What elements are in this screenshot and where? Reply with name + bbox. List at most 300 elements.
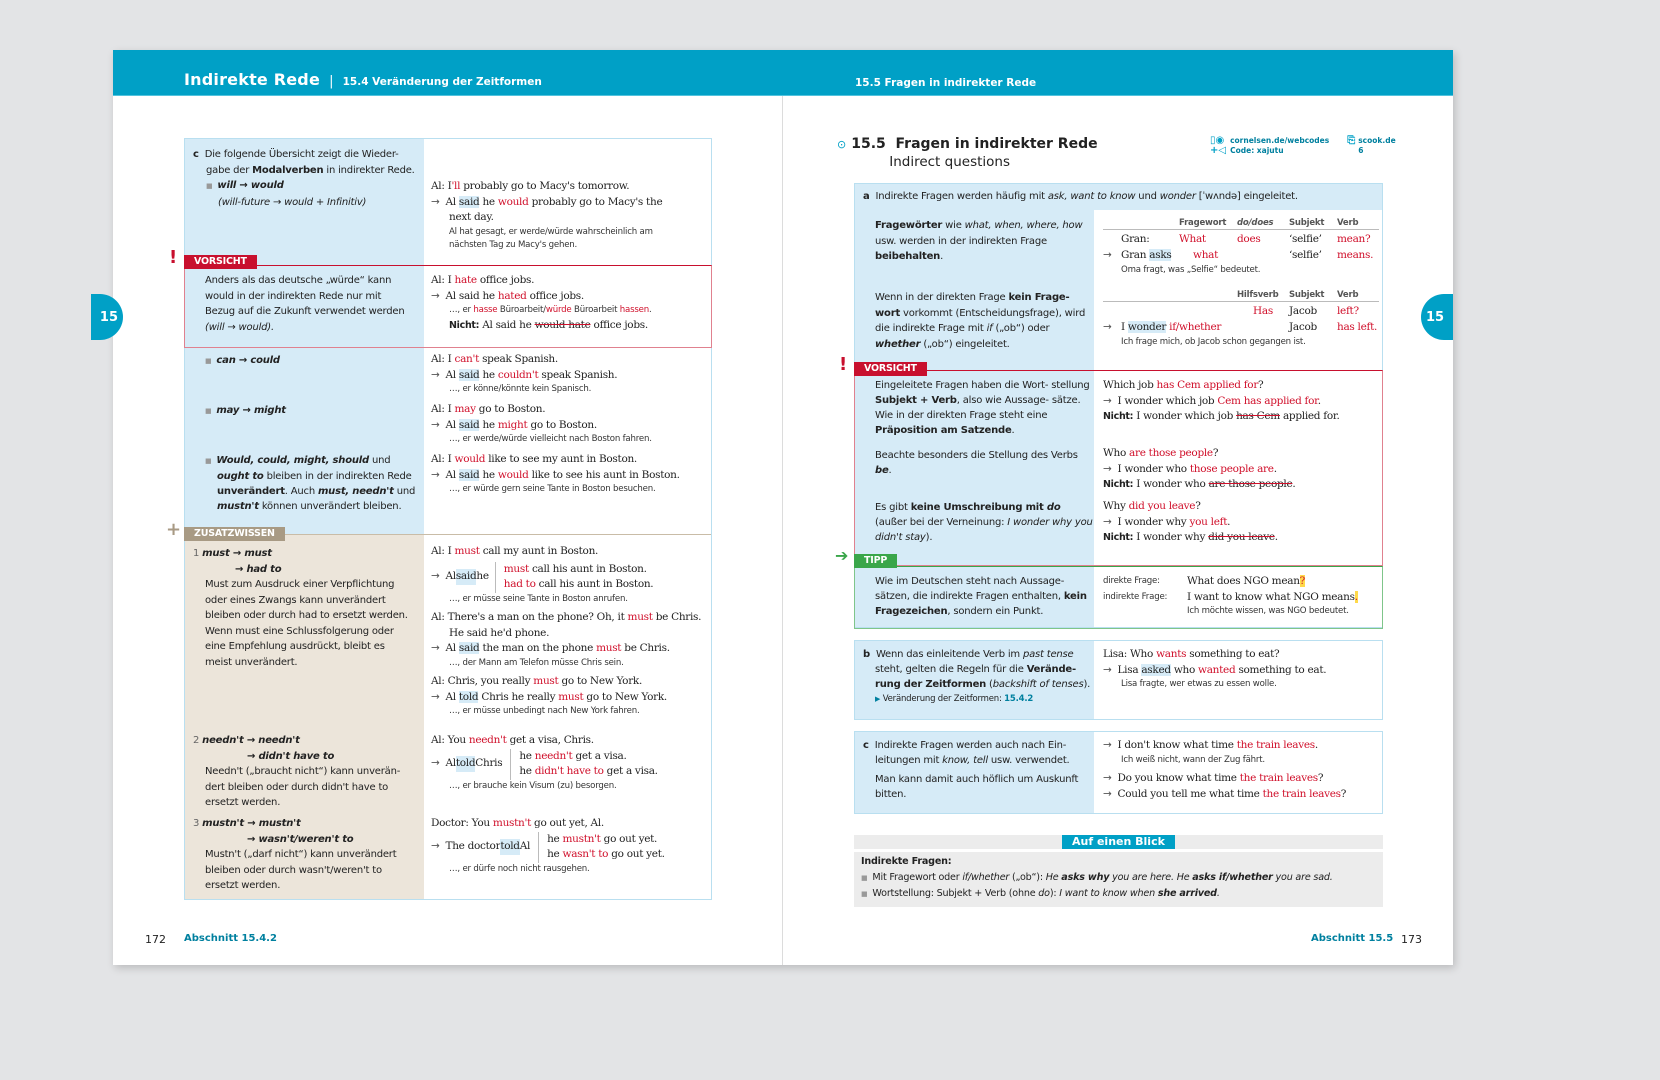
would-example — [431, 452, 711, 497]
text-bold: beibehalten — [875, 251, 941, 262]
link-ref[interactable]: 15.4.2 — [1004, 694, 1034, 704]
bullet-icon: ■ — [861, 873, 868, 882]
ex-highlight: asked — [1141, 663, 1171, 676]
ex-text: go out yet, Al. — [531, 817, 604, 829]
text-italic: do — [1038, 888, 1050, 899]
scook-url[interactable]: scook.de — [1358, 136, 1396, 145]
arrow-icon: → — [431, 468, 440, 481]
ex-highlight: said — [458, 368, 480, 381]
rule-text: → didn't have to — [247, 750, 335, 762]
ex-red: must — [503, 562, 529, 575]
ex-text: ? — [1212, 447, 1219, 459]
footer-ref-right[interactable]: Abschnitt 15.5 — [1311, 933, 1394, 944]
ex-text: Al said he — [479, 318, 535, 331]
ex-text: be Chris. — [652, 611, 702, 623]
summary-box — [854, 835, 1383, 907]
ex-text: Al: I — [431, 453, 455, 465]
ex-red: would — [454, 453, 486, 465]
cell: ‘selfie’ — [1289, 233, 1322, 245]
ex-text: office jobs. — [526, 289, 584, 302]
ex-text: . — [1317, 394, 1321, 407]
intro-line: Die folgende Übersicht zeigt die Wieder- — [204, 149, 399, 160]
nicht-label: Nicht: — [1103, 532, 1134, 543]
page-number-left: 172 — [145, 933, 166, 946]
text-line: Anders als das deutsche „würde“ kann — [205, 275, 392, 286]
exclamation-icon: ! — [169, 247, 178, 268]
ex-red: mustn't — [562, 832, 601, 845]
ex-text: Who — [1103, 447, 1130, 459]
text-line: Needn't („braucht nicht“) kann unverän- — [205, 766, 401, 777]
intro-text: [ˈwʌndə] eingeleitet. — [1195, 191, 1298, 202]
ex-text: ? — [1258, 379, 1264, 391]
tipp-text — [875, 574, 1093, 619]
translation: …, er brauche kein Visum (zu) besorgen. — [449, 780, 617, 791]
text: , sondern ein Punkt. — [947, 606, 1044, 617]
text: Eingeleitete Fragen haben die Wort- — [875, 380, 1049, 391]
ex-text: office jobs. — [476, 274, 535, 286]
rule-text: can → could — [216, 355, 280, 366]
scook-icon: ⎘ — [1347, 135, 1356, 146]
ex-text: he — [479, 195, 498, 208]
text-bold: Fragewörter — [875, 220, 943, 231]
arrow-icon: → — [1103, 249, 1112, 261]
ex-highlight: said — [456, 569, 477, 585]
arrow-icon: → — [1103, 787, 1112, 800]
text: stellung — [1051, 380, 1090, 391]
ex-highlight: told — [456, 756, 475, 772]
rule-text: können unverändert bleiben. — [258, 501, 402, 512]
arrow-icon: → — [431, 757, 440, 770]
text-bold: be — [875, 465, 889, 476]
text-line: ersetzt werden. — [205, 797, 281, 808]
text-line: Must zum Ausdruck einer Verpflichtung — [205, 579, 395, 590]
ex-highlight: said — [458, 468, 480, 481]
cell: I — [1121, 321, 1128, 333]
ex-red: must — [627, 611, 653, 623]
ex-text: Chris — [475, 757, 503, 770]
ex-red: those people are — [1189, 462, 1274, 475]
ex-text: the man on the phone — [479, 642, 597, 654]
cell: has left. — [1337, 321, 1378, 333]
arrow-icon: → — [1103, 663, 1112, 676]
text-line: Wenn must eine Schlussfolgerung oder — [205, 625, 394, 637]
v2-text — [875, 448, 1093, 478]
col-header: Verb — [1337, 218, 1359, 228]
webcode-code: Code: xajutu — [1230, 146, 1284, 155]
ex-red: did you leave — [1128, 500, 1196, 512]
v2-example — [1103, 446, 1381, 493]
ex-red: has Cem applied for — [1156, 379, 1259, 391]
play-icon[interactable]: ⊙ — [837, 138, 847, 151]
ex-text: get a visa. — [572, 749, 627, 762]
text: (außer bei der Verneinung: — [875, 517, 1008, 528]
text-italic: if — [986, 323, 993, 334]
text-line: (will → would). — [205, 321, 274, 333]
section-c-box — [854, 731, 1383, 814]
ex-red: the train leaves — [1262, 787, 1341, 800]
ex-text: Al — [445, 195, 459, 208]
text: ): — [1049, 888, 1060, 899]
intro-bold: Modalverben — [252, 164, 324, 176]
table-row — [1103, 304, 1379, 320]
text: ( — [986, 679, 993, 690]
text-bold: Subjekt + Verb — [875, 395, 957, 406]
question-mark-highlight: ? — [1299, 575, 1306, 587]
ex-text: something to eat. — [1235, 663, 1327, 676]
text: leitungen mit — [875, 755, 943, 766]
may-example — [431, 402, 709, 447]
text: Es gibt — [875, 502, 911, 513]
text-italic: you are here. He — [1109, 871, 1193, 883]
ex-red: 'll — [451, 180, 461, 192]
text: Wie im Deutschen steht nach Aussage- — [875, 576, 1065, 587]
ex-red: the train leaves — [1236, 739, 1315, 751]
rule-bold: must, needn't — [317, 486, 394, 497]
triangle-icon: ▶ — [875, 695, 881, 703]
bullet-icon: ■ — [206, 182, 213, 190]
cross-reference[interactable] — [875, 693, 1093, 706]
ex-text: call his aunt in Boston. — [528, 562, 647, 575]
nicht-label: Nicht: — [1103, 479, 1134, 490]
intro-text: in indirekter Rede. — [323, 164, 415, 176]
period-highlight: . — [1354, 590, 1358, 603]
neednt-example — [431, 733, 711, 793]
translation: …, er werde/würde vielleicht nach Boston fahren. — [449, 434, 652, 444]
text-italic: I want to know when — [1059, 888, 1158, 899]
text-line: bleiben oder durch had to ersetzt werden. — [205, 610, 408, 621]
ex-text: The doctor — [445, 840, 501, 853]
text-bold: rung der Zeitformen — [875, 679, 987, 690]
translation: Büroarbeit — [571, 305, 620, 315]
summary-title: Auf einen Blick — [1062, 835, 1175, 849]
ex-text: I wonder which job — [1133, 410, 1237, 422]
text-italic: if/whether — [962, 871, 1010, 883]
ex-text: next day. — [449, 211, 494, 223]
translation: Ich frage mich, ob Jacob schon gegangen ist. — [1121, 337, 1306, 347]
text-italic: past tense — [1022, 649, 1074, 660]
a1-text — [875, 218, 1091, 265]
section-title — [837, 136, 1098, 170]
ex-text: he — [479, 418, 498, 431]
ex-red: hate — [454, 274, 477, 286]
ex-red: needn't — [468, 734, 507, 746]
ex-red: must — [454, 545, 480, 557]
header-title: Indirekte Rede — [184, 70, 321, 89]
ex-text: he — [519, 765, 535, 777]
ex-text: I don't know what time — [1117, 739, 1237, 751]
ex-text: who — [1170, 663, 1199, 676]
ex-text: call my aunt in Boston. — [479, 545, 599, 557]
webcode-block[interactable] — [1210, 136, 1396, 156]
ex-text: go out yet. — [608, 848, 665, 860]
ex-text: Al said he — [445, 289, 498, 302]
text: ). — [925, 532, 933, 543]
translation: nächsten Tag zu Macy's gehen. — [449, 240, 578, 250]
page-number-right: 173 — [1401, 933, 1422, 946]
exclamation-icon: ! — [839, 354, 848, 375]
page-title: Fragen in indirekter Rede — [895, 136, 1098, 152]
cell: Has — [1253, 305, 1273, 317]
chapter-tab-right[interactable]: 15 — [1421, 294, 1453, 340]
text: („ob“) oder — [992, 323, 1050, 334]
item-number: 2 — [193, 735, 200, 746]
ex-text: Al — [445, 757, 456, 770]
ex-text: Al: I — [431, 403, 455, 415]
text: Beachte besonders die Stellung des Verbs — [875, 450, 1078, 461]
cell: mean? — [1337, 233, 1371, 245]
translation: …, er müsse seine Tante in Boston anrufen. — [449, 593, 628, 604]
intro-text: gabe der — [206, 164, 253, 176]
text: Indirekte Fragen werden auch nach Ein- — [874, 740, 1067, 751]
arrow-icon: → — [1103, 739, 1112, 751]
a1-table — [1103, 216, 1379, 278]
v1-example — [1103, 378, 1381, 425]
text: wird die indirekte Frage mit — [875, 307, 1086, 334]
col-header: Hilfsverb — [1237, 290, 1279, 300]
ex-text: Al: I — [431, 545, 455, 557]
ex-text: go to Boston. — [527, 418, 597, 431]
cell: means. — [1337, 249, 1374, 261]
left-page-header — [113, 50, 783, 96]
ex-highlight: told — [458, 690, 479, 703]
col-header: Subjekt — [1289, 290, 1325, 300]
title-number: 15.5 — [851, 136, 886, 152]
text-line: oder eines Zwangs kann unverändert — [205, 594, 386, 606]
ex-highlight: said — [458, 195, 480, 208]
ex-text: applied for. — [1279, 410, 1340, 422]
text-line: eine Empfehlung ausdrückt, bleibt es — [205, 641, 385, 652]
rule-bold: unverändert — [217, 486, 285, 497]
intro-italic: wonder — [1159, 191, 1196, 202]
cell: what — [1193, 249, 1219, 261]
arrow-icon: → — [431, 289, 440, 302]
ex-red: the train leaves — [1239, 772, 1318, 784]
ex-text: go to Boston. — [475, 403, 546, 415]
text-bold: asks if/whether — [1192, 871, 1273, 883]
translation-red: hassen — [619, 305, 649, 315]
cell: left? — [1337, 305, 1359, 317]
text-bold: do — [1046, 502, 1061, 513]
text: usw. verwendet. — [987, 755, 1070, 766]
text-italic: how — [1062, 220, 1083, 231]
text-italic: . — [1216, 888, 1220, 899]
text: vorkommt (Entscheidungsfrage), — [900, 307, 1062, 319]
ex-red: would — [497, 195, 529, 208]
translation: Ich möchte wissen, was NGO bedeutet. — [1187, 606, 1349, 616]
header-section: 15.4 Veränderung der Zeitformen — [342, 76, 542, 88]
label: direkte Frage: — [1103, 576, 1160, 586]
ex-text: . — [1274, 531, 1278, 543]
rule-can — [205, 353, 280, 370]
translation: Al hat gesagt, er werde/würde wahrscheinlich am — [449, 226, 653, 237]
ex-text: Do you know what time — [1117, 772, 1240, 784]
text-italic: you didn't stay — [875, 517, 1093, 543]
c-example — [1103, 738, 1381, 802]
text-line: dert bleiben oder durch didn't have to — [205, 781, 389, 793]
footer-ref-left[interactable]: Abschnitt 15.4.2 — [184, 933, 277, 944]
ex-text: I wonder why — [1133, 531, 1209, 543]
arrow-icon: → — [1103, 462, 1112, 475]
arrow-right-icon: ➔ — [835, 546, 849, 565]
arrow-icon: → — [431, 840, 440, 853]
bullet-icon: ■ — [205, 457, 212, 465]
text: ). — [1083, 679, 1091, 690]
text-bold: kein Fragezeichen — [875, 591, 1087, 617]
translation: …, der Mann am Telefon müsse Chris sein. — [449, 657, 624, 668]
rule-text: needn't → needn't — [202, 735, 300, 746]
text: Man kann damit auch höflich um — [875, 774, 1034, 785]
translation: …, er könne/könnte kein Spanisch. — [449, 384, 592, 394]
will-example — [431, 179, 709, 253]
text: wie — [942, 220, 965, 231]
ex-text: he — [519, 749, 535, 762]
cell: Gran — [1121, 249, 1150, 261]
rule-text: → had to — [235, 563, 282, 575]
ex-text: Al — [445, 468, 459, 481]
webcode-url[interactable]: cornelsen.de/webcodes — [1230, 136, 1330, 145]
intro-text: und — [1135, 191, 1160, 202]
modal-verbs-box — [166, 138, 712, 900]
chapter-tab-left[interactable]: 15 — [91, 294, 123, 340]
ex-text: go out yet. — [600, 832, 658, 845]
ex-strike: has Cem — [1236, 410, 1280, 422]
ex-text: go to New York. — [558, 675, 643, 687]
ex-highlight: said — [458, 642, 480, 654]
tipp-example — [1103, 574, 1381, 619]
text: Auskunft bitten. — [875, 774, 1079, 800]
must-examples — [431, 544, 711, 719]
summary-content — [861, 854, 1333, 903]
can-example — [431, 352, 709, 397]
text: usw. werden in der indirekten Frage — [875, 235, 1047, 247]
text-italic: what, when, where, — [964, 220, 1060, 231]
vorsicht-example — [431, 273, 709, 333]
arrow-icon: → — [431, 195, 440, 208]
ex-text: I wonder why — [1117, 515, 1190, 528]
ex-red: might — [497, 418, 528, 431]
text-bold: asks why — [1061, 871, 1110, 883]
v1-text — [875, 378, 1093, 438]
table-row — [1103, 248, 1379, 264]
rule-would — [205, 453, 423, 514]
section-a-intro — [863, 189, 1298, 205]
arrow-icon: → — [1103, 515, 1112, 528]
b-example — [1103, 647, 1381, 692]
text: Mit Fragewort oder — [872, 871, 963, 883]
bullet-icon: ■ — [861, 890, 868, 898]
tipp-tag: TIPP — [854, 554, 897, 568]
text: steht, gelten die Regeln für die — [875, 664, 1027, 675]
text-line: meist unverändert. — [205, 656, 298, 668]
ex-text: . — [1292, 478, 1296, 490]
mustnt-example — [431, 816, 711, 876]
text-line: Bezug auf die Zukunft verwendet werden — [205, 306, 405, 317]
zusatz-2 — [193, 733, 423, 811]
text: . — [1011, 425, 1015, 436]
gutter — [782, 50, 783, 965]
intro-text: Indirekte Fragen werden häufig mit — [875, 191, 1048, 202]
ex-red: couldn't — [497, 368, 539, 381]
text-bold: she arrived — [1157, 888, 1217, 899]
ex-text: Al: I — [431, 353, 455, 365]
header-section-right: 15.5 Fragen in indirekter Rede — [855, 77, 1037, 89]
link-text: Veränderung der Zeitformen: — [882, 694, 1005, 704]
rule-text: → wasn't/weren't to — [247, 833, 354, 845]
ex-text: ? — [1317, 772, 1324, 784]
text-bold: Verände- — [1026, 664, 1076, 675]
cell: Gran: — [1121, 233, 1150, 245]
v3-example — [1103, 499, 1381, 546]
text-line: Mustn't („darf nicht“) kann unverändert — [205, 849, 397, 860]
ex-text: Al — [519, 840, 531, 853]
text-italic: He — [1045, 871, 1062, 883]
c-text — [863, 738, 1093, 802]
ex-red: Cem has applied for — [1217, 394, 1318, 407]
ex-red: hated — [497, 289, 527, 302]
zusatz-3 — [193, 816, 423, 894]
translation: …, er — [449, 305, 474, 315]
ex-strike: would hate — [534, 318, 591, 331]
zusatz-1 — [193, 546, 423, 670]
ex-text: I wonder who — [1133, 478, 1209, 490]
ex-text: he — [547, 848, 563, 860]
ex-red: you left — [1189, 515, 1228, 528]
ex-text: ? — [1340, 787, 1347, 800]
col-header: do/does — [1237, 218, 1274, 228]
section-a-box — [835, 183, 1383, 628]
text: . — [888, 465, 892, 476]
arrow-icon: → — [1103, 394, 1112, 407]
ex-text: Lisa — [1117, 663, 1142, 676]
rule-text: must → must — [202, 548, 272, 559]
section-c-intro — [193, 147, 421, 210]
section-label: a — [863, 191, 870, 202]
document-play-audio-icons: ▯◉ +◁ — [1210, 135, 1227, 156]
text-line: ersetzt werden. — [205, 880, 281, 891]
ex-text: Al: Chris, you really — [431, 675, 534, 687]
item-number: 3 — [193, 818, 200, 829]
text: sätzen, die indirekte Fragen enthalten, — [875, 591, 1061, 602]
ex-text: I want to know what NGO means — [1187, 590, 1355, 603]
ex-red: wants — [1156, 648, 1187, 660]
ex-text: . — [1227, 515, 1231, 528]
arrow-icon: → — [431, 690, 440, 703]
rule-will: will → would — [217, 180, 284, 191]
cell: Jacob — [1289, 321, 1317, 333]
ex-red: are those people — [1129, 447, 1213, 459]
ex-text: I wonder who — [1117, 462, 1190, 475]
text: Wenn das einleitende Verb im — [875, 649, 1023, 660]
text: („ob“) eingeleitet. — [920, 338, 1010, 350]
text-italic: I wonder why — [1007, 517, 1072, 528]
vorsicht-tag: VORSICHT — [854, 362, 927, 376]
ex-red: must — [558, 690, 584, 703]
a2-text — [875, 290, 1091, 352]
section-label: c — [193, 149, 199, 160]
nicht-label: Nicht: — [1103, 411, 1134, 422]
ex-text: he — [476, 570, 489, 583]
bullet-icon: ■ — [205, 357, 212, 365]
translation: . — [649, 305, 652, 315]
text-bold: keine Umschreibung mit — [910, 502, 1047, 513]
translation: …, er würde gern seine Tante in Boston besuchen. — [449, 484, 656, 494]
ex-strike: did you leave — [1208, 531, 1275, 543]
ex-text: Lisa: Who — [1103, 648, 1157, 660]
vorsicht-text — [205, 273, 422, 335]
ex-red: wanted — [1198, 663, 1236, 676]
text-bold: Präposition am Satzende — [875, 425, 1012, 436]
scook-number: 6 — [1358, 146, 1364, 155]
